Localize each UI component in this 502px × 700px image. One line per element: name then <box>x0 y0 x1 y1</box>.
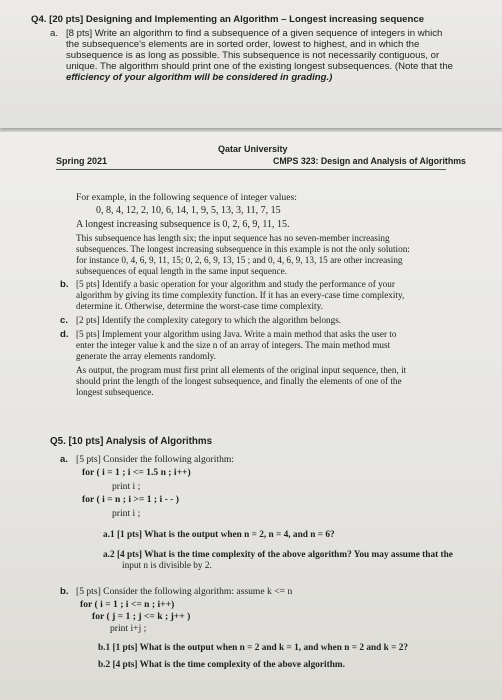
q5b-code-2: for ( j = 1 ; j <= k ; j++ ) <box>92 611 191 622</box>
example-sequence: 0, 8, 4, 12, 2, 10, 6, 14, 1, 9, 5, 13, 3, 11, 7, 15 <box>96 205 281 216</box>
q5b-marker: b. <box>60 586 69 597</box>
q4a-marker: a. <box>50 28 59 39</box>
q5-heading: Q5. [10 pts] Analysis of Algorithms <box>50 436 213 447</box>
q4b-line-2: algorithm by giving its time complexity function. If it has an every-case time complexity, <box>76 290 405 300</box>
q5a-code-1: for ( i = 1 ; i <= 1.5 n ; i++) <box>82 467 191 478</box>
q5b-code-3: print i+j ; <box>110 623 147 634</box>
example-line-3: A longest increasing subsequence is 0, 2, 6, 9, 11, 15. <box>76 219 290 230</box>
semester-label: Spring 2021 <box>56 156 108 166</box>
q4d-marker: d. <box>60 329 69 340</box>
example-line-5: subsequences. The longest increasing subsequence in this example is not the only solution: <box>76 244 410 254</box>
q4a-line-2: the subsequence's elements are in sorted order, lowest to highest, and in which the <box>66 39 420 50</box>
course-title: CMPS 323: Design and Analysis of Algorithms <box>273 156 466 166</box>
q5a-question-2-cont: input n is divisible by 2. <box>122 561 212 571</box>
document-page <box>0 132 502 700</box>
q4b-line-1: [5 pts] Identify a basic operation for your algorithm and study the performance of your <box>76 279 395 289</box>
q5b-question-1: b.1 [1 pts] What is the output when n = 2 and k = 1, and when n = 2 and k = 2? <box>98 643 409 653</box>
q4d-line-1: [5 pts] Implement your algorithm using Java. Write a main method that asks the user to <box>76 329 397 339</box>
q4-heading: Q4. [20 pts] Designing and Implementing an Algorithm – Longest increasing sequence <box>31 14 425 25</box>
q5b-intro: [5 pts] Consider the following algorithm: assume k <= n <box>76 586 293 597</box>
example-line-6: for instance 0, 4, 6, 9, 11, 15; 0, 2, 6, 9, 13, 15 ; and 0, 4, 6, 9, 13, 15 are other increasing <box>76 255 403 265</box>
q4a-line-1: [8 pts] Write an algorithm to find a subsequence of a given sequence of integers in which <box>66 28 443 39</box>
q5b-question-2: b.2 [4 pts] What is the time complexity of the above algorithm. <box>98 660 345 670</box>
example-line-4: This subsequence has length six; the input sequence has no seven-member increasing <box>76 233 390 243</box>
q5a-code-3: for ( i = n ; i >= 1 ; i - - ) <box>82 494 179 505</box>
q5a-marker: a. <box>60 454 69 465</box>
q4b-line-3: determine it. Otherwise, determine the worst-case time complexity. <box>76 301 323 311</box>
q4b-marker: b. <box>60 279 69 290</box>
q5a-question-2: a.2 [4 pts] What is the time complexity of the above algorithm? You may assume that the <box>103 550 453 560</box>
q4a-line-5: efficiency of your algorithm will be considered in grading.) <box>66 72 333 83</box>
q4c-marker: c. <box>60 315 69 326</box>
q4d-line-5: should print the length of the longest subsequence, and finally the elements of one of the <box>76 376 402 386</box>
q4d-line-2: enter the integer value k and the size n of an array of integers. The main method must <box>76 340 391 350</box>
q4a-line-3: subsequence is as long as possible. This subsequence is not necessarily contiguous, or <box>66 50 440 61</box>
example-line-1: For example, in the following sequence of integer values: <box>76 192 297 203</box>
university-name: Qatar University <box>218 144 288 154</box>
q4d-line-4: As output, the program must first print all elements of the original input sequence, then, it <box>76 365 407 375</box>
q5a-question-1: a.1 [1 pts] What is the output when n = 2, n = 4, and n = 6? <box>103 530 335 540</box>
q5a-code-4: print i ; <box>112 508 141 519</box>
q4c-line-1: [2 pts] Identify the complexity category to which the algorithm belongs. <box>76 315 342 325</box>
q4d-line-6: longest subsequence. <box>76 387 154 397</box>
q5b-code-1: for ( i = 1 ; i <= n ; i++) <box>80 599 175 610</box>
header-rule <box>56 169 446 170</box>
q4d-line-3: generate the array elements randomly. <box>76 351 216 361</box>
q5a-intro: [5 pts] Consider the following algorithm: <box>76 454 235 465</box>
q5a-code-2: print i ; <box>112 481 141 492</box>
q4a-line-4: unique. The algorithm should print one of the existing longest subsequences. (Note that the <box>66 61 454 72</box>
example-line-7: subsequences of equal length in the same input sequence. <box>76 266 287 276</box>
